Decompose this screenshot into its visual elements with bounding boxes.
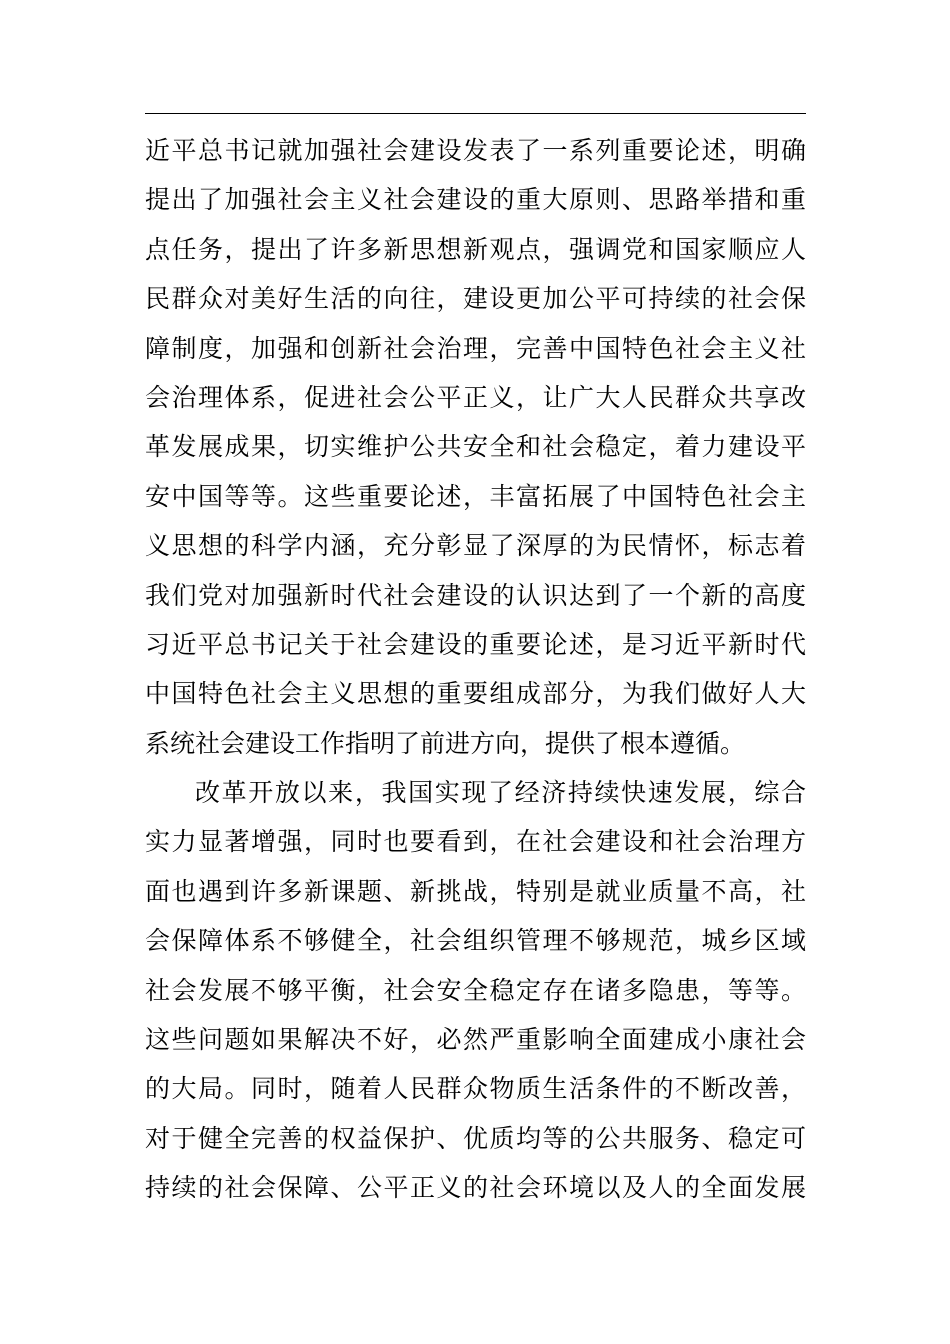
- text-line: 近平总书记就加强社会建设发表了一系列重要论述，明确: [145, 136, 806, 165]
- text-line: 革发展成果，切实维护公共安全和社会稳定，着力建设平: [145, 432, 806, 462]
- text-line: 社会发展不够平衡，社会安全稳定存在诸多隐患，等等。: [145, 975, 806, 1005]
- text-line: 会治理体系，促进社会公平正义，让广大人民群众共享改: [145, 382, 806, 412]
- paragraph-2: [145, 768, 806, 1213]
- text-line: 障制度，加强和创新社会治理，完善中国特色社会主义社: [145, 333, 806, 363]
- text-line: 会保障体系不够健全，社会组织管理不够规范，城乡区域: [145, 926, 806, 956]
- text-line: 提出了加强社会主义社会建设的重大原则、思路举措和重: [145, 185, 806, 215]
- text-line: 实力显著增强，同时也要看到，在社会建设和社会治理方: [145, 827, 806, 857]
- text-line: 义思想的科学内涵，充分彰显了深厚的为民情怀，标志着: [145, 531, 806, 561]
- text-line: 习近平总书记关于社会建设的重要论述，是习近平新时代: [145, 629, 806, 659]
- text-line: 点任务，提出了许多新思想新观点，强调党和国家顺应人: [145, 234, 806, 264]
- header-rule: [145, 113, 806, 114]
- text-line: 这些问题如果解决不好，必然严重影响全面建成小康社会: [145, 1025, 806, 1055]
- text-line: 改革开放以来，我国实现了经济持续快速发展，综合: [195, 778, 806, 808]
- document-body: [145, 126, 806, 1213]
- text-line: 的大局。同时，随着人民群众物质生活条件的不断改善，: [145, 1074, 806, 1104]
- text-line: 持续的社会保障、公平正义的社会环境以及人的全面发展: [145, 1173, 806, 1203]
- text-line: 民群众对美好生活的向往，建设更加公平可持续的社会保: [145, 284, 806, 314]
- text-line: 系统社会建设工作指明了前进方向，提供了根本遵循。: [145, 728, 746, 758]
- text-line: 对于健全完善的权益保护、优质均等的公共服务、稳定可: [145, 1123, 806, 1153]
- text-line: 安中国等等。这些重要论述，丰富拓展了中国特色社会主: [145, 481, 806, 511]
- text-line: 面也遇到许多新课题、新挑战，特别是就业质量不高，社: [145, 876, 806, 906]
- text-line: 我们党对加强新时代社会建设的认识达到了一个新的高度: [145, 580, 806, 610]
- paragraph-1: [145, 126, 806, 768]
- text-line: 中国特色社会主义思想的重要组成部分，为我们做好人大: [145, 679, 806, 709]
